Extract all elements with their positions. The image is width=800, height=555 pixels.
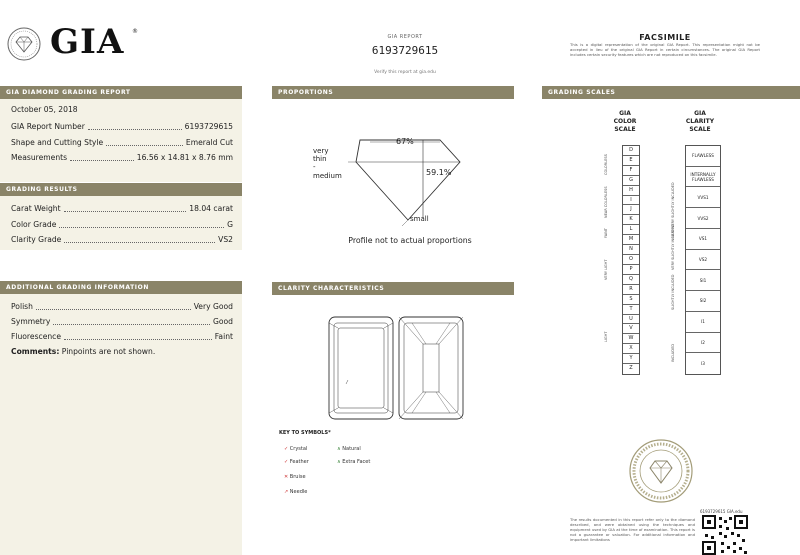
clarity-grade-internally-flawless: INTERNALLY FLAWLESS: [686, 167, 720, 188]
comments-value: Pinpoints are not shown.: [61, 347, 156, 356]
key-bruise: ✕ Bruise: [284, 474, 306, 480]
profile-note: Profile not to actual proportions: [348, 236, 472, 245]
clarity-grade-vs1: VS1: [686, 229, 720, 250]
row-report-number: GIA Report Number 6193729615: [11, 122, 233, 131]
clarity-grade-i3: I3: [701, 361, 705, 367]
comments-label: Comments:: [11, 347, 60, 356]
row-polish: Polish Very Good: [11, 302, 233, 311]
clarity-scale-title: GIA CLARITY SCALE: [685, 110, 715, 133]
section-clarity-title: CLARITY CHARACTERISTICS: [272, 282, 514, 295]
color-grade-f: F: [623, 166, 639, 176]
row-clarity: Clarity Grade VS2: [11, 235, 233, 244]
section-proportions-title: PROPORTIONS: [272, 86, 514, 99]
logo-text: GIA: [50, 22, 125, 62]
color-grade-r: R: [623, 285, 639, 295]
bruise-icon: ✕: [284, 474, 289, 480]
clarity-plot-crown: [326, 314, 396, 422]
clarity-grade-vvs2: VVS2: [686, 208, 720, 229]
clarity-grade-vs2: VS2: [686, 250, 720, 271]
report-label: GIA REPORT: [387, 34, 423, 40]
color-grade-g: G: [623, 176, 639, 186]
key-title: KEY TO SYMBOLS*: [279, 430, 331, 436]
registered-mark: ®: [132, 28, 138, 35]
girdle-dash: -: [313, 163, 316, 171]
row-color: Color Grade G: [11, 220, 233, 229]
report-number: 6193729615: [371, 44, 439, 57]
color-grade-p: P: [623, 265, 639, 275]
row-carat: Carat Weight 18.04 carat: [11, 204, 233, 213]
key-needle: ↗ Needle: [284, 489, 308, 495]
gia-logo: [6, 24, 146, 64]
clarity-plot-pavilion: [396, 314, 466, 422]
color-grade-u: U: [623, 315, 639, 325]
section-grading-scales-title: GRADING SCALES: [542, 86, 800, 99]
section-report-title: GIA DIAMOND GRADING REPORT: [0, 86, 242, 99]
color-grade-j: J: [623, 205, 639, 215]
report-date: October 05, 2018: [11, 105, 78, 114]
row-shape: Shape and Cutting Style Emerald Cut: [11, 138, 233, 147]
extra-facet-icon: ∧: [337, 459, 341, 465]
key-natural: ∧ Natural: [337, 446, 361, 452]
clarity-grade-i2: I2: [686, 333, 720, 354]
color-grade-x: X: [623, 344, 639, 354]
girdle-top: very: [313, 147, 329, 155]
clarity-group-vs: VERY SLIGHTLY INCLUDED: [671, 224, 675, 270]
row-measurements: Measurements 16.56 x 14.81 x 8.76 mm: [11, 153, 233, 162]
culet-label: small: [410, 215, 429, 223]
key-extra-facet: ∧ Extra Facet: [337, 459, 371, 465]
color-group-very-light: VERY LIGHT: [604, 259, 608, 280]
color-grade-s: S: [623, 295, 639, 305]
verify-text[interactable]: Verify this report at gia.edu: [374, 70, 436, 75]
color-grade-v: V: [623, 324, 639, 334]
table-percent: 67%: [396, 137, 414, 146]
clarity-grade-vvs1: VVS1: [686, 187, 720, 208]
color-grade-m: M: [623, 235, 639, 245]
clarity-group-i: INCLUDED: [671, 343, 675, 362]
feather-icon: ✓: [284, 459, 289, 465]
qr-code-icon[interactable]: [702, 515, 748, 555]
clarity-grade-si1: SI1: [686, 270, 720, 291]
color-group-light: LIGHT: [604, 331, 608, 342]
crystal-icon: ✓: [284, 446, 289, 452]
key-feather: ✓ Feather: [284, 459, 309, 465]
report-panel: [0, 86, 242, 182]
needle-icon: ↗: [284, 489, 289, 495]
color-scale: [622, 145, 640, 375]
depth-percent: 59.1%: [426, 168, 452, 177]
color-grade-q: Q: [623, 275, 639, 285]
girdle-mid: thin: [313, 155, 327, 163]
color-grade-w: W: [623, 334, 639, 344]
clarity-grade-si2: SI2: [686, 291, 720, 312]
color-group-faint: FAINT: [604, 228, 608, 238]
gia-seal-icon: [6, 26, 42, 62]
qr-caption: 6193729615 GIA.edu: [700, 509, 743, 514]
section-additional-title: ADDITIONAL GRADING INFORMATION: [0, 281, 242, 294]
color-grade-k: K: [623, 215, 639, 225]
key-crystal: ✓ Crystal: [284, 446, 308, 452]
color-grade-o: O: [623, 255, 639, 265]
clarity-grade-flawless: FLAWLESS: [686, 146, 720, 167]
facsimile-text: This is a digital representation of the original GIA Report. This representation might not be accepted in lieu of the original GIA Report in certain circumstances. The original GIA Report includes certain security features which are not reproduced on this facsimile.: [570, 42, 760, 57]
color-grade-i: I: [623, 196, 639, 206]
clarity-group-vvs: VERY VERY SLIGHTLY INCLUDED: [671, 182, 675, 238]
facsimile-title: FACSIMILE: [639, 33, 691, 42]
section-results-title: GRADING RESULTS: [0, 183, 242, 196]
color-grade-d: D: [623, 146, 639, 156]
row-fluorescence: Fluorescence Faint: [11, 332, 233, 341]
clarity-scale: [685, 145, 721, 375]
color-grade-y: Y: [623, 354, 639, 364]
clarity-grade-i1: I1: [686, 312, 720, 333]
girdle-bottom: medium: [313, 172, 342, 180]
color-group-near-colorless: NEAR COLORLESS: [604, 186, 608, 218]
color-grade-h: H: [623, 186, 639, 196]
color-group-colorless: COLORLESS: [604, 154, 608, 175]
natural-icon: ∧: [337, 446, 341, 452]
gia-embossed-seal-icon: [628, 438, 694, 504]
color-grade-l: L: [623, 225, 639, 235]
color-grade-t: T: [623, 305, 639, 315]
color-scale-title: GIA COLOR SCALE: [613, 110, 637, 133]
comments: [11, 347, 155, 356]
color-grade-e: E: [623, 156, 639, 166]
footer-disclaimer: The results documented in this report refer only to the diamond described, and were obtained using the techniques and equipment used by GIA at the time of examination. This report is not a guarantee or valuation. For additional information and important limitations: [570, 517, 695, 542]
color-grade-z: Z: [629, 365, 633, 372]
row-symmetry: Symmetry Good: [11, 317, 233, 326]
color-grade-n: N: [623, 245, 639, 255]
clarity-group-si: SLIGHTLY INCLUDED: [671, 274, 675, 310]
